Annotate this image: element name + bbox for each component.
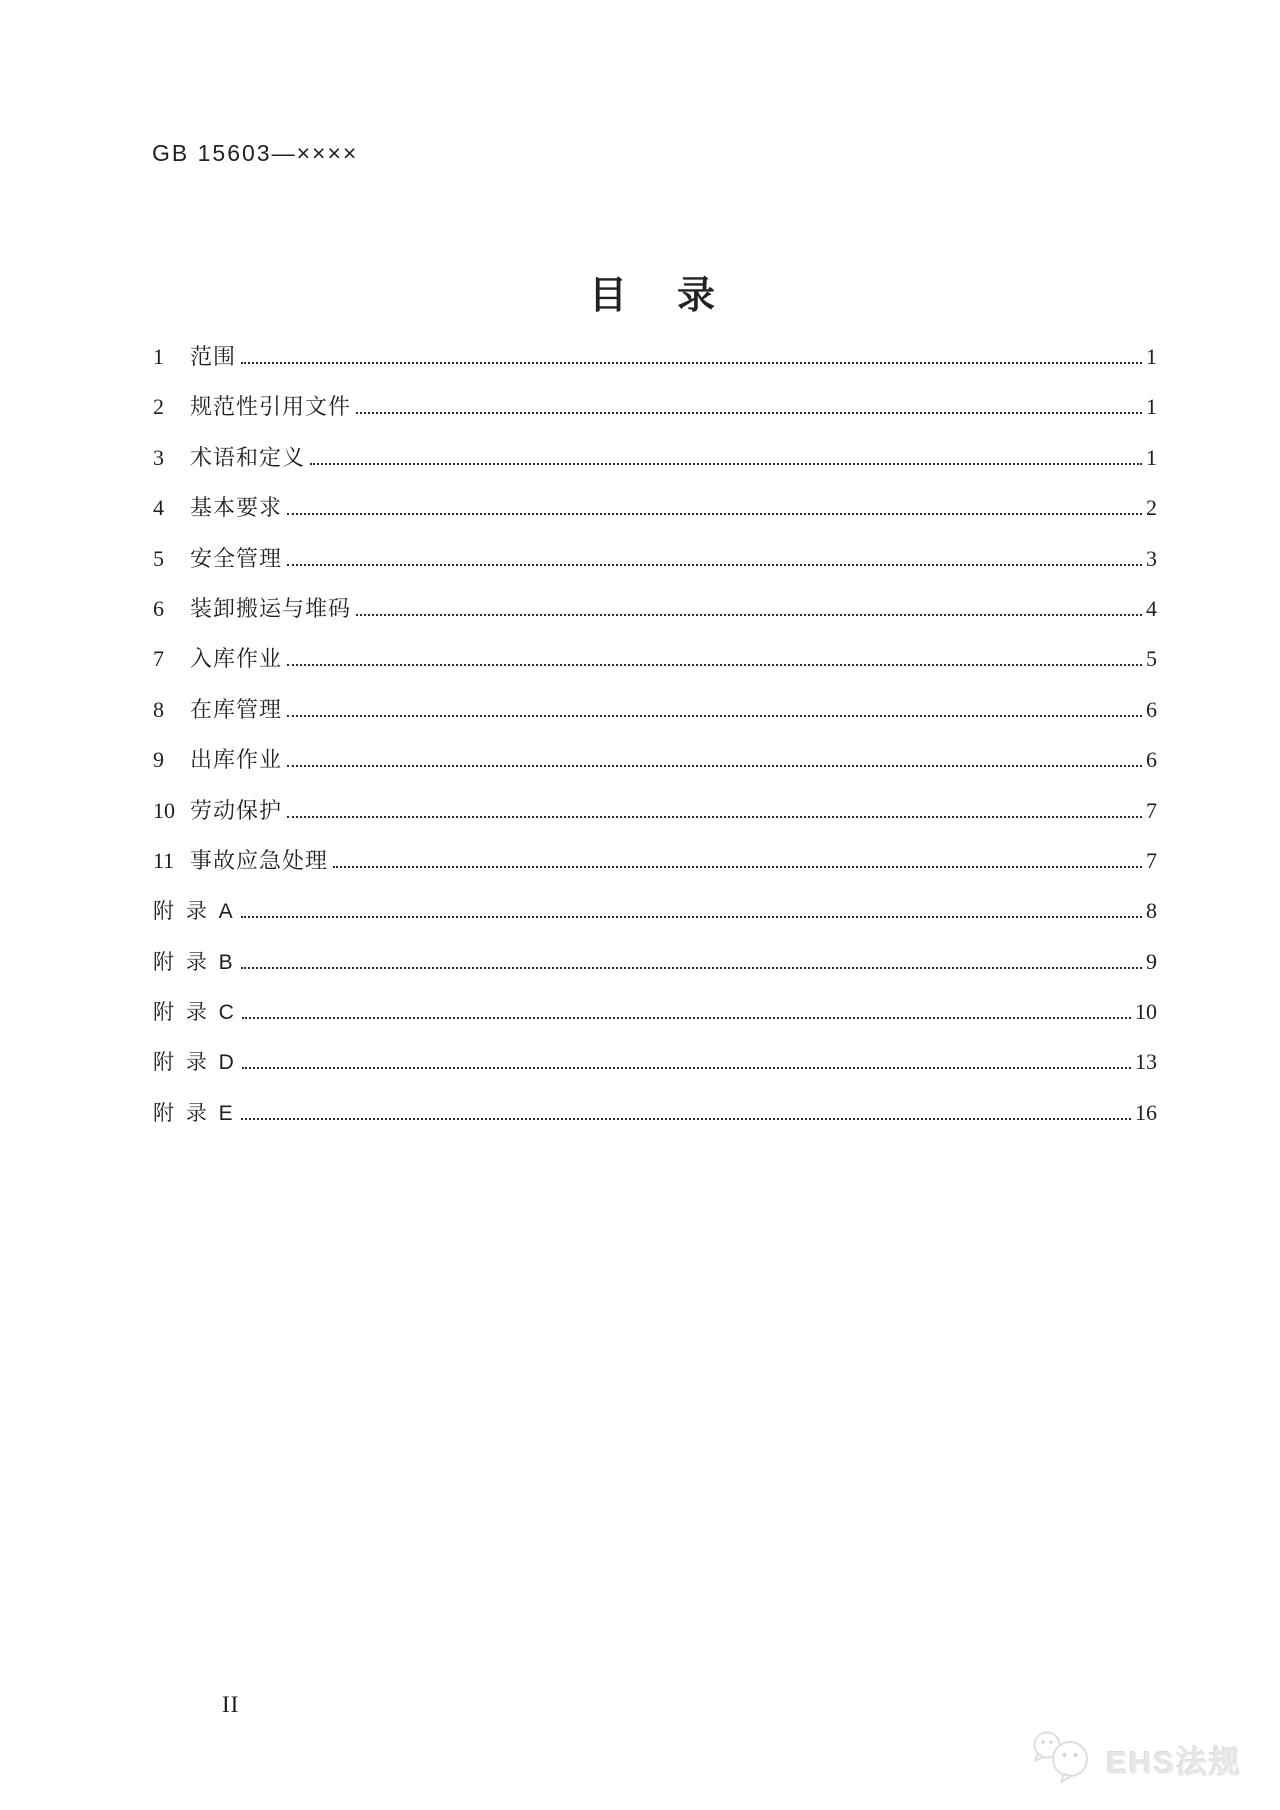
toc-entry: [153, 534, 1157, 584]
toc-entry-page: 7: [1146, 847, 1157, 873]
dot-leader: [242, 1067, 1131, 1069]
toc-entry: [153, 382, 1157, 432]
chat-bubbles-icon: [1028, 1730, 1100, 1789]
toc-entry-page: 1: [1146, 394, 1157, 420]
toc-entry-page: 13: [1135, 1049, 1157, 1075]
footer-page-number: II: [222, 1692, 240, 1717]
toc-entry-label: 附 录 B: [153, 950, 236, 974]
dot-leader: [310, 463, 1142, 465]
toc-entry-number: 3: [153, 444, 164, 470]
table-of-contents: [153, 332, 1157, 1138]
toc-entry-label: 附 录 D: [153, 1051, 237, 1075]
dot-leader: [333, 866, 1142, 868]
dot-leader: [241, 362, 1142, 364]
dot-leader: [241, 1118, 1131, 1120]
dot-leader: [356, 614, 1142, 616]
toc-entry-number: 11: [153, 847, 175, 873]
toc-entry-page: 6: [1146, 747, 1157, 773]
toc-entry: [153, 735, 1157, 785]
dot-leader: [287, 664, 1142, 666]
toc-entry-page: 5: [1146, 646, 1157, 672]
toc-entry-page: 4: [1146, 595, 1157, 621]
toc-entry: [153, 987, 1157, 1037]
toc-entry-number: 5: [153, 545, 164, 571]
standard-number-header: GB 15603—××××: [152, 140, 359, 166]
toc-entry-label: 基本要求: [190, 495, 283, 521]
toc-entry: [153, 685, 1157, 735]
toc-entry-number: 1: [153, 344, 164, 369]
watermark: [1028, 1730, 1242, 1789]
dot-leader: [241, 916, 1142, 918]
toc-entry-number: 6: [153, 595, 164, 621]
toc-entry-number: 2: [153, 394, 164, 420]
toc-entry-label: 安全管理: [190, 545, 283, 571]
toc-entry: [153, 584, 1157, 634]
toc-entry-page: 1: [1146, 344, 1157, 369]
toc-entry-label: 入库作业: [190, 646, 283, 672]
toc-entry: [153, 886, 1157, 936]
toc-entry-page: 6: [1146, 696, 1157, 722]
toc-entry: [153, 332, 1157, 382]
toc-entry-label: 劳动保护: [190, 797, 283, 823]
toc-entry-page: 1: [1146, 444, 1157, 470]
toc-entry-number: 9: [153, 747, 164, 773]
toc-entry: [153, 1037, 1157, 1087]
toc-entry-page: 2: [1146, 495, 1157, 521]
watermark-text: EHS法规: [1106, 1745, 1242, 1780]
toc-entry-label: 范围: [190, 344, 237, 369]
toc-entry-label: 事故应急处理: [190, 847, 329, 873]
toc-entry: [153, 836, 1157, 886]
toc-entry-label: 术语和定义: [190, 444, 306, 470]
dot-leader: [242, 1017, 1131, 1019]
toc-entry-page: 7: [1146, 797, 1157, 823]
dot-leader: [287, 816, 1142, 818]
toc-entry-page: 16: [1135, 1099, 1157, 1125]
dot-leader: [287, 715, 1142, 717]
dot-leader: [287, 765, 1142, 767]
toc-entry: [153, 634, 1157, 684]
toc-entry-label: 出库作业: [190, 747, 283, 773]
dot-leader: [356, 412, 1142, 414]
dot-leader: [287, 513, 1142, 515]
toc-entry: [153, 786, 1157, 836]
toc-entry-page: 8: [1146, 898, 1157, 924]
toc-entry-number: 8: [153, 696, 164, 722]
page-title: 目 录: [588, 275, 721, 317]
dot-leader: [241, 967, 1142, 969]
toc-entry-label: 附 录 A: [153, 900, 236, 924]
toc-entry: [153, 483, 1157, 533]
toc-entry-number: 7: [153, 646, 164, 672]
dot-leader: [287, 564, 1142, 566]
toc-entry-number: 4: [153, 495, 164, 521]
toc-entry-label: 装卸搬运与堆码: [190, 595, 352, 621]
toc-entry: [153, 433, 1157, 483]
toc-entry: [153, 1088, 1157, 1138]
toc-entry: [153, 937, 1157, 987]
toc-entry-label: 在库管理: [190, 696, 283, 722]
toc-entry-number: 10: [153, 797, 175, 823]
toc-entry-label: 附 录 E: [153, 1101, 236, 1125]
toc-entry-page: 9: [1146, 948, 1157, 974]
toc-entry-label: 规范性引用文件: [190, 394, 352, 420]
toc-entry-label: 附 录 C: [153, 1001, 237, 1025]
toc-entry-page: 10: [1135, 999, 1157, 1025]
toc-entry-page: 3: [1146, 545, 1157, 571]
